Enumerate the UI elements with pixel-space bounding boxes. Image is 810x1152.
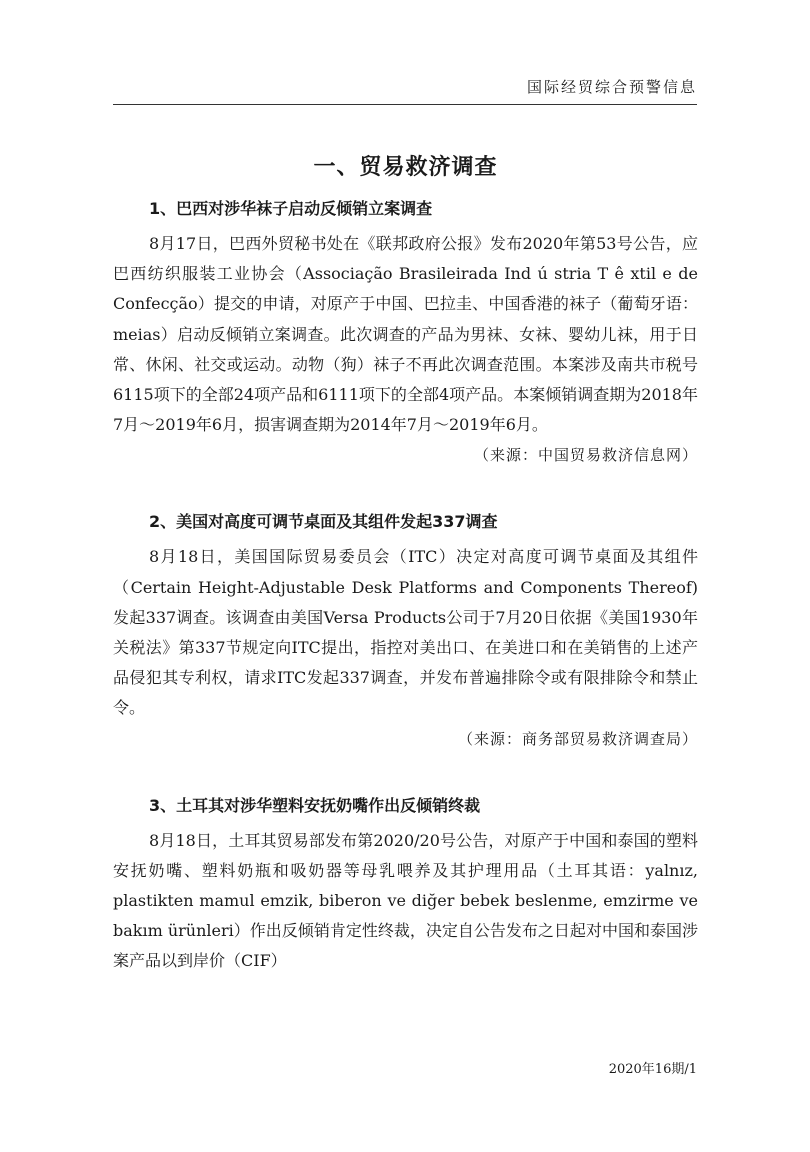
spacer — [113, 470, 698, 508]
article-body: 8月18日，土耳其贸易部发布第2020/20号公告，对原产于中国和泰国的塑料安抚奶嘴、塑料奶瓶和吸奶器等母乳喂养及其护理用品（土耳其语：yalnız, plastikten mamul emzik, biberon ve diğer bebek beslenme, emzirme ve bakım ürünleri）作出反倾销肯定性终裁，决定自公告发布之日起对中国和泰国涉案产品以到岸价（CIF） — [113, 830, 698, 971]
page-number: 2020年16期/1 — [608, 1062, 697, 1077]
article-source: （来源：中国贸易救济信息网） — [473, 446, 698, 465]
article-body: 8月17日，巴西外贸秘书处在《联邦政府公报》发布2020年第53号公告，应巴西纺织服装工业协会（Associação Brasileirada Ind ú stria T ê xtil e de Confecção）提交的申请，对原产于中国、巴拉圭、中国香港的袜子（葡萄牙语：meias）启动反倾销立案调查。此次调查的产品为男袜、女袜、婴幼儿袜，用于日常、休闲、社交或运动。动物（狗）袜子不再此次调查范围。本案涉及南共市税号6115项下的全部24项产品和6111项下的全部4项产品。本案倾销调查期为2018年7月～2019年6月，损害调查期为2014年7月～2019年6月。 — [113, 234, 698, 435]
article-1 — [113, 195, 698, 470]
article-title: 3、土耳其对涉华塑料安抚奶嘴作出反倾销终裁 — [149, 795, 481, 815]
article-body: 8月18日，美国国际贸易委员会（ITC）决定对高度可调节桌面及其组件（Certain Height-Adjustable Desk Platforms and Components Thereof)发起337调查。该调查由美国Versa Products公司于7月20日依据《美国1930年关税法》第337节规定向ITC提出，指控对美出口、在美进口和在美销售的上述产品侵犯其专利权，请求ITC发起337调查，并发布普遍排除令或有限排除令和禁止令。 — [113, 547, 698, 718]
article-title: 2、美国对高度可调节桌面及其组件发起337调查 — [149, 512, 498, 532]
page-content — [113, 150, 698, 977]
header-title: 国际经贸综合预警信息 — [526, 78, 697, 96]
article-source: （来源：商务部贸易救济调查局） — [457, 729, 698, 748]
article-2 — [113, 508, 698, 753]
article-title: 1、巴西对涉华袜子启动反倾销立案调查 — [149, 199, 433, 218]
page-header — [113, 74, 697, 105]
section-title: 一、贸易救济调查 — [313, 155, 498, 180]
spacer — [113, 754, 698, 792]
article-3 — [113, 792, 698, 977]
